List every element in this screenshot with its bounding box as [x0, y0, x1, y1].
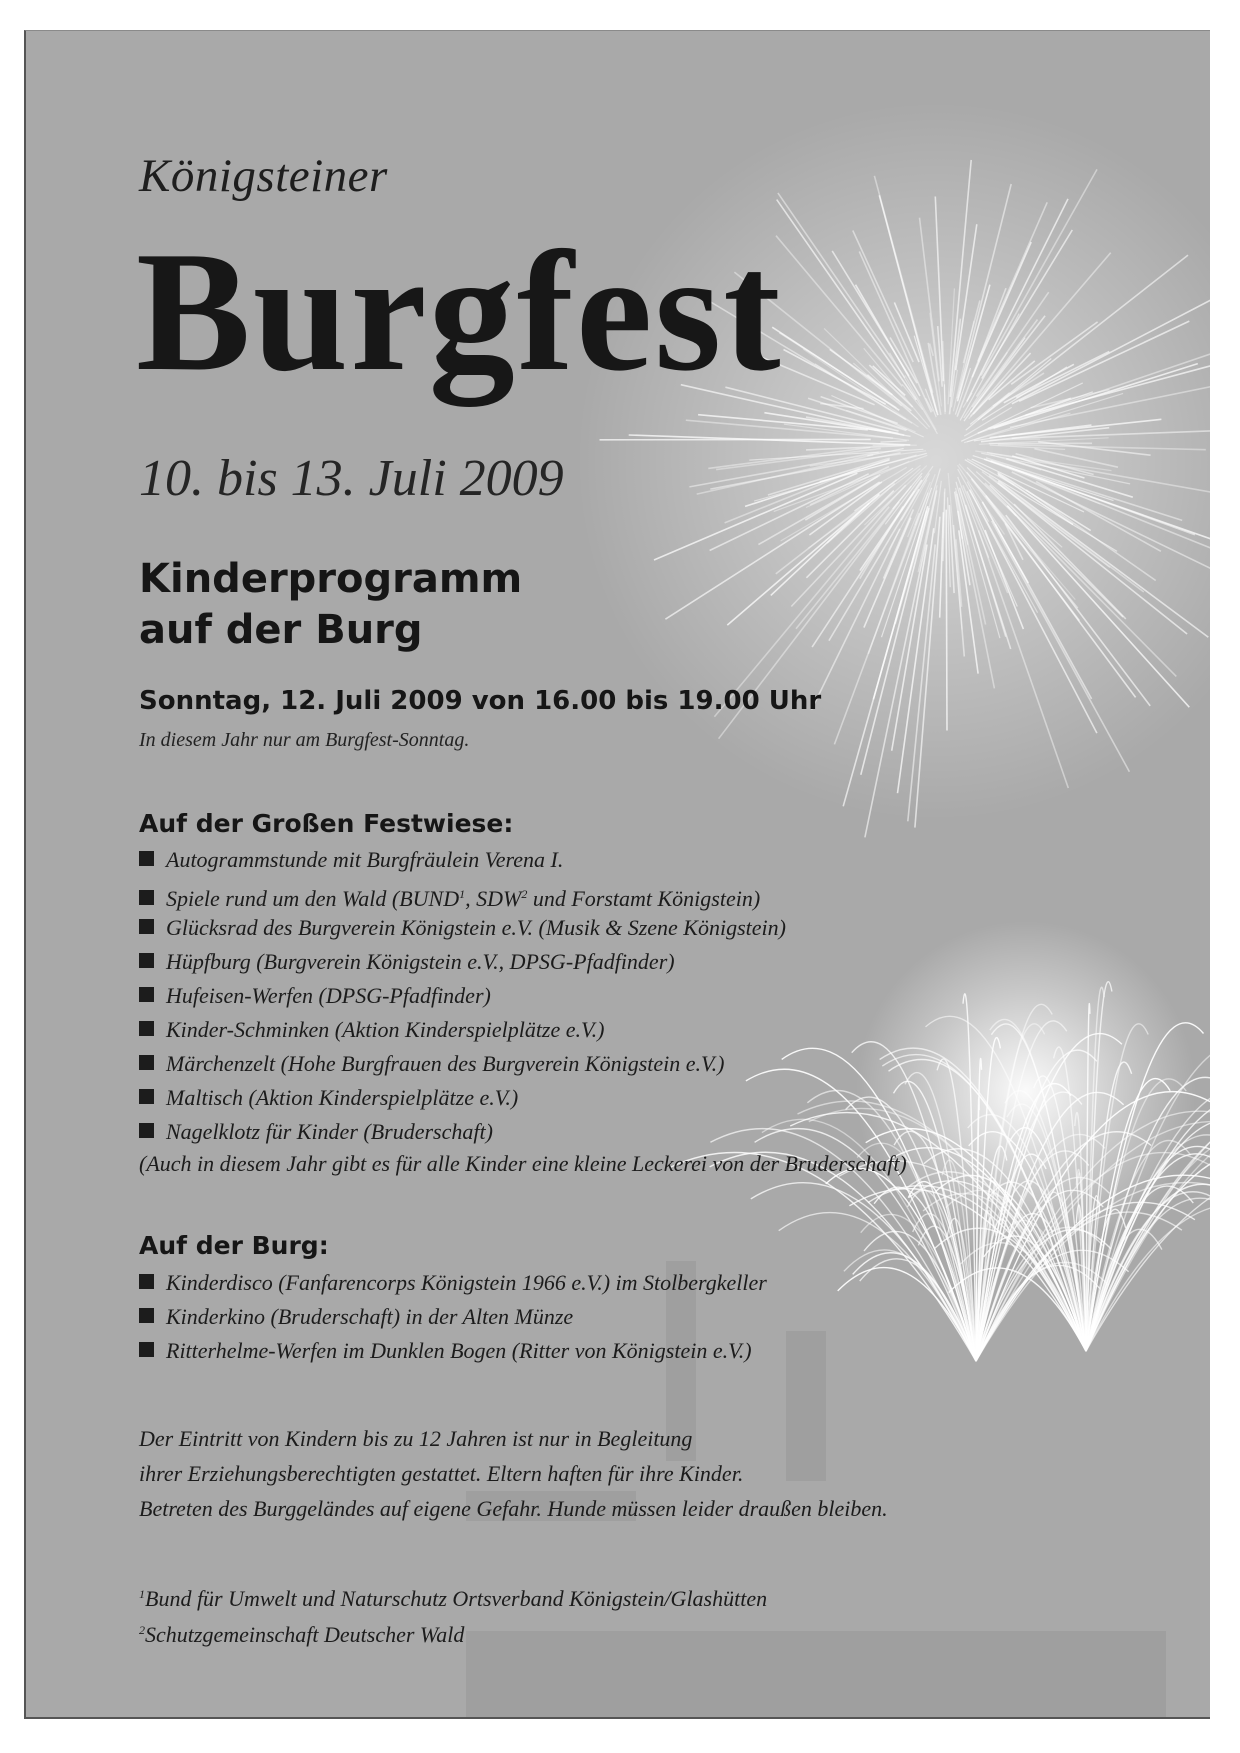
list-item-text-part: , SDW	[465, 886, 522, 911]
footnote-text: Bund für Umwelt und Naturschutz Ortsverband Königstein/Glashütten	[145, 1586, 768, 1611]
program-note: In diesem Jahr nur am Burgfest-Sonntag.	[139, 729, 470, 751]
square-bullet-icon	[139, 1123, 154, 1138]
program-time: Sonntag, 12. Juli 2009 von 16.00 bis 19.00 Uhr	[139, 686, 822, 716]
list-item	[139, 1081, 786, 1115]
list-item-text: Maltisch (Aktion Kinderspielplätze e.V.)	[166, 1085, 519, 1110]
footnote-mark: 2	[139, 1623, 145, 1637]
burg-list	[139, 1266, 767, 1368]
festwiese-list	[139, 843, 786, 1149]
poster-content	[26, 31, 1210, 1717]
square-bullet-icon	[139, 890, 154, 905]
poster	[24, 30, 1210, 1719]
list-item	[139, 979, 786, 1013]
list-item-text: Ritterhelme-Werfen im Dunklen Bogen (Ritter von Königstein e.V.)	[166, 1338, 752, 1363]
admission-line: ihrer Erziehungsberechtigten gestattet. Eltern haften für ihre Kinder.	[139, 1461, 744, 1486]
list-item-text: Kinderdisco (Fanfarencorps Königstein 1966 e.V.) im Stolbergkeller	[166, 1270, 767, 1295]
festwiese-heading: Auf der Großen Festwiese:	[139, 809, 514, 838]
square-bullet-icon	[139, 987, 154, 1002]
list-item-text: Hüpfburg (Burgverein Königstein e.V., DPSG-Pfadfinder)	[166, 949, 675, 974]
list-item-text: Hufeisen-Werfen (DPSG-Pfadfinder)	[166, 983, 491, 1008]
list-item	[139, 1013, 786, 1047]
list-item-text: Autogrammstunde mit Burgfräulein Verena I.	[166, 847, 564, 872]
list-item-text: Glücksrad des Burgverein Königstein e.V. (Musik & Szene Königstein)	[166, 915, 786, 940]
footnote	[139, 1576, 767, 1612]
footnote	[139, 1612, 767, 1648]
list-item	[139, 877, 786, 911]
list-item-text-part: und Forstamt Königstein)	[527, 886, 761, 911]
footnotes	[139, 1576, 767, 1648]
event-dates: 10. bis 13. Juli 2009	[139, 450, 564, 507]
square-bullet-icon	[139, 919, 154, 934]
poster-kicker: Königsteiner	[139, 150, 388, 202]
admission-line: Betreten des Burggeländes auf eigene Gefahr. Hunde müssen leider draußen bleiben.	[139, 1496, 888, 1521]
list-item	[139, 1334, 767, 1368]
square-bullet-icon	[139, 1308, 154, 1323]
list-item	[139, 1266, 767, 1300]
program-heading-line1: Kinderprogramm	[139, 556, 523, 602]
list-item	[139, 1115, 786, 1149]
list-item	[139, 1047, 786, 1081]
poster-title: Burgfest	[136, 217, 783, 407]
footnote-text: Schutzgemeinschaft Deutscher Wald	[145, 1622, 465, 1647]
program-heading	[139, 554, 522, 656]
square-bullet-icon	[139, 1089, 154, 1104]
square-bullet-icon	[139, 1055, 154, 1070]
list-item	[139, 1300, 767, 1334]
footnote-ref: 1	[459, 887, 466, 901]
list-item	[139, 843, 786, 877]
list-item-text: Kinder-Schminken (Aktion Kinderspielplätze e.V.)	[166, 1017, 605, 1042]
list-item-text: Kinderkino (Bruderschaft) in der Alten Münze	[166, 1304, 574, 1329]
program-heading-line2: auf der Burg	[139, 607, 423, 653]
footnote-ref: 2	[521, 887, 528, 901]
admission-notice	[139, 1421, 1039, 1526]
admission-line: Der Eintritt von Kindern bis zu 12 Jahren ist nur in Begleitung	[139, 1426, 693, 1451]
list-item	[139, 945, 786, 979]
festwiese-extra-note: (Auch in diesem Jahr gibt es für alle Kinder eine kleine Leckerei von der Bruderschaft)	[139, 1151, 907, 1176]
square-bullet-icon	[139, 851, 154, 866]
square-bullet-icon	[139, 1342, 154, 1357]
list-item-text-part: Spiele rund um den Wald (BUND	[166, 886, 460, 911]
square-bullet-icon	[139, 953, 154, 968]
list-item-text: Nagelklotz für Kinder (Bruderschaft)	[166, 1119, 493, 1144]
square-bullet-icon	[139, 1021, 154, 1036]
square-bullet-icon	[139, 1274, 154, 1289]
burg-heading: Auf der Burg:	[139, 1231, 329, 1260]
list-item	[139, 911, 786, 945]
list-item-text: Märchenzelt (Hohe Burgfrauen des Burgverein Königstein e.V.)	[166, 1051, 725, 1076]
footnote-mark: 1	[139, 1587, 145, 1601]
